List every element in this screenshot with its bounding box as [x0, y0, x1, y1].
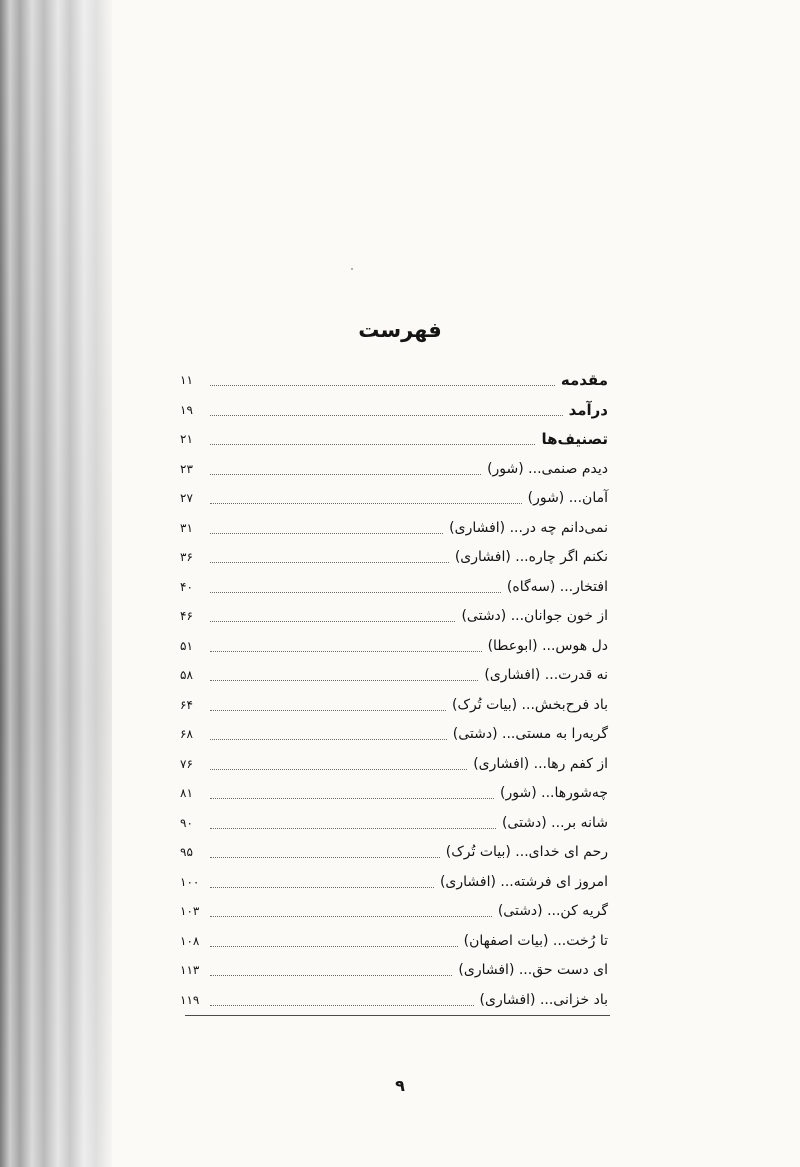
toc-entry-title: نکنم اگر چاره... (افشاری) — [454, 549, 608, 565]
toc-entry-page: ۲۱ — [180, 432, 193, 446]
toc-entry-page: ۸۱ — [180, 786, 193, 800]
toc-dot-leader — [210, 415, 563, 416]
toc-entry-page: ۲۳ — [180, 462, 193, 476]
toc-entry — [180, 744, 608, 774]
toc-dot-leader — [210, 887, 434, 888]
toc-entry-page: ۷۶ — [180, 757, 193, 771]
toc-entry-title: نمی‌دانم چه در... (افشاری) — [449, 520, 608, 536]
toc-entry-page: ۲۷ — [180, 491, 193, 505]
toc-title: فهرست — [358, 318, 442, 342]
toc-entry — [180, 390, 608, 420]
toc-entry-title: از خون جوانان... (دشتی) — [461, 608, 608, 624]
toc-dot-leader — [210, 444, 535, 445]
toc-dot-leader — [210, 857, 440, 858]
toc-entry-title: افتخار... (سه‌گاه) — [506, 579, 608, 595]
toc-entry-page: ۱۹ — [180, 403, 193, 417]
toc-entry-page: ۹۰ — [180, 816, 193, 830]
toc-entry-page: ۱۰۸ — [180, 934, 200, 948]
toc-entry — [180, 419, 608, 449]
toc-entry-page: ۱۰۳ — [180, 904, 200, 918]
toc-dot-leader — [210, 651, 482, 652]
toc-entry-title: آمان... (شور) — [527, 490, 608, 506]
toc-entry-title: چه‌شورها... (شور) — [500, 785, 608, 801]
toc-entry — [180, 862, 608, 892]
toc-entry-title: تا رُخت... (بیات اصفهان) — [463, 933, 608, 949]
toc-entry-title: امروز ای فرشته... (افشاری) — [439, 874, 608, 890]
toc-dot-leader — [210, 533, 443, 534]
toc-entry-page: ۵۱ — [180, 639, 193, 653]
toc-entry-page: ۱۱ — [180, 373, 193, 387]
toc-entry — [180, 360, 608, 390]
toc-entry-title: باد خزانی... (افشاری) — [479, 992, 608, 1008]
toc-entry-title: شانه بر... (دشتی) — [501, 815, 608, 831]
toc-dot-leader — [210, 710, 446, 711]
toc-entry — [180, 449, 608, 479]
toc-entry — [180, 921, 608, 951]
toc-dot-leader — [210, 946, 458, 947]
toc-entry — [180, 773, 608, 803]
toc-entry — [180, 891, 608, 921]
toc-entry-title: رحم ای خدای... (بیات تُرک) — [445, 844, 608, 860]
toc-entry — [180, 803, 608, 833]
toc-dot-leader — [210, 769, 467, 770]
toc-entry-title: دل هوس... (ابوعطا) — [487, 638, 608, 654]
toc-entry-title: دیدم صنمی... (شور) — [487, 461, 608, 477]
toc-entry — [180, 596, 608, 626]
toc-dot-leader — [210, 562, 449, 563]
toc-entry-title: نه قدرت... (افشاری) — [484, 667, 608, 683]
toc-entry — [180, 508, 608, 538]
toc-entry — [180, 685, 608, 715]
toc-entry-page: ۱۰۰ — [180, 875, 200, 889]
toc-entry — [180, 537, 608, 567]
toc-dot-leader — [210, 474, 481, 475]
toc-entry-page: ۶۴ — [180, 698, 193, 712]
toc-entry — [180, 626, 608, 656]
toc-entry-title: تصنیف‌ها — [541, 430, 608, 448]
toc-entry-title: ای دست حق... (افشاری) — [458, 962, 608, 978]
toc-entry-page: ۹۵ — [180, 845, 193, 859]
footer-divider — [185, 1015, 610, 1016]
toc-entry — [180, 655, 608, 685]
toc-entry-title: باد فرح‌بخش... (بیات تُرک) — [452, 697, 608, 713]
toc-entry — [180, 567, 608, 597]
toc-entry — [180, 980, 608, 1010]
toc-entry-title: درآمد — [568, 401, 608, 419]
toc-entry-page: ۱۱۹ — [180, 993, 200, 1007]
toc-dot-leader — [210, 1005, 474, 1006]
toc-entry — [180, 478, 608, 508]
toc-entry-title: گریه‌را به مستی... (دشتی) — [452, 726, 608, 742]
toc-dot-leader — [210, 975, 452, 976]
page-number: ۹ — [395, 1076, 405, 1095]
toc-entry — [180, 714, 608, 744]
toc-entry-page: ۶۸ — [180, 727, 193, 741]
toc-dot-leader — [210, 385, 555, 386]
toc-dot-leader — [210, 592, 501, 593]
toc-dot-leader — [210, 828, 496, 829]
toc-dot-leader — [210, 798, 494, 799]
toc-dot-leader — [210, 680, 478, 681]
toc-entry-title: از کفم رها... (افشاری) — [473, 756, 608, 772]
toc-entry — [180, 832, 608, 862]
toc-entry-page: ۵۸ — [180, 668, 193, 682]
toc-entry-title: گریه کن... (دشتی) — [497, 903, 608, 919]
toc-dot-leader — [210, 739, 447, 740]
toc-dot-leader — [210, 503, 522, 504]
toc-dot-leader — [210, 916, 492, 917]
toc-dot-leader — [210, 621, 455, 622]
toc-entry-page: ۳۱ — [180, 521, 193, 535]
toc-entry-page: ۱۱۳ — [180, 963, 200, 977]
toc-entry-page: ۳۶ — [180, 550, 193, 564]
toc-entry-page: ۴۰ — [180, 580, 193, 594]
toc-entry-title: مقدمه — [560, 371, 608, 389]
toc-entry-page: ۴۶ — [180, 609, 193, 623]
toc-entry — [180, 950, 608, 980]
